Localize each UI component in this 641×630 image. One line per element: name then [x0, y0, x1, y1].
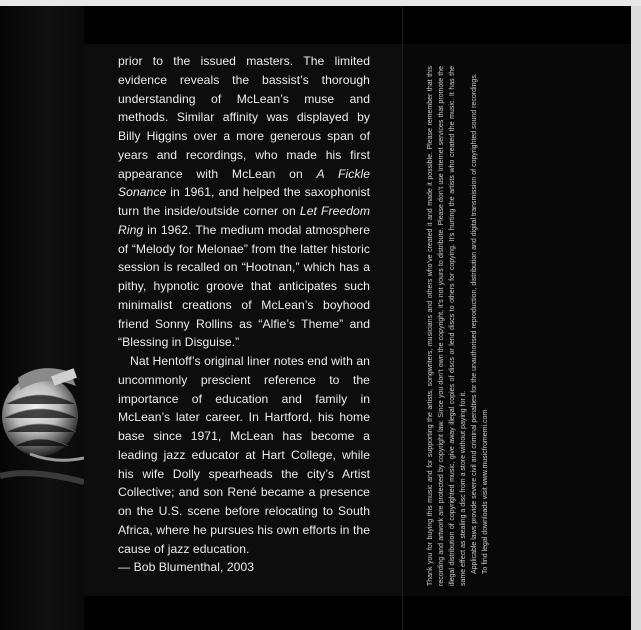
- album-title-fickle-sonance: A Fickle Sonance: [118, 166, 371, 200]
- author-byline: — Bob Blumenthal, 2003: [118, 560, 255, 575]
- microphone-photo: [0, 6, 84, 630]
- liner-paragraph-1: prior to the issued masters. The limited evidence reveals the bassist’s thorough understanding of McLean’s muse and methods. Similar affinity was displayed by Billy Higgins over a more generous span of years and recordings, who made his first appearance with McLean on A Fickle Sonance in 1961, and helped the saxophonist turn the inside/outside corner on Let Freedom Ring in 1962. The medium modal atmosphere of “Melody for Melonae” from the latter historic session is recalled on “Hootnan,” which has a pithy, hypnotic groove that anticipates such minimalist creations of McLean’s boyhood friend Sonny Rollins as “Alfie’s Theme” and “Blessing in Disguise.”: [118, 54, 371, 350]
- musician-photo-strip: [0, 6, 84, 630]
- copyright-paragraph-2: Applicable laws provide severe civil and criminal penalties for the unauthorised reproduction, distribution and digital transmission of copyrighted sound recordings.: [471, 73, 478, 574]
- legal-downloads-line: To find legal downloads visit www.musicfromemi.com: [482, 409, 489, 574]
- liner-paragraph-2: Nat Hentoff’s original liner notes end with an uncommonly prescient reference to the importance of education and family in McLean’s later career. In Hartford, his home base since 1971, McLean has become a leading jazz educator at Hart College, while his wife Dolly spearheads the city’s Artist Collective; and son René became a presence on the U.S. scene before relocating to South Africa, where he pursues his own efforts in the cause of jazz education.: [118, 354, 370, 556]
- copyright-notice: [425, 66, 515, 586]
- album-title-let-freedom-ring: Let Freedom Ring: [118, 204, 370, 237]
- right-scan-border: [631, 6, 641, 630]
- top-scan-border: [0, 0, 641, 6]
- liner-notes-text: [118, 52, 370, 577]
- copyright-paragraph-1: Thank you for buying this music and for supporting the artists, songwriters, musicians and others who’ve created it and made it possible. Please remember that this recording and artwork are protected by copyright law. Since you don’t own the copyright, it’s not yours to distribute. Please don’t use Internet services that promote the illegal distribution of copyrighted music, give away illegal copies of discs or lend discs to others for copying. It’s hurting the artists who created the music. It has the same effect as stealing a disc from a store without paying for it.: [427, 66, 467, 586]
